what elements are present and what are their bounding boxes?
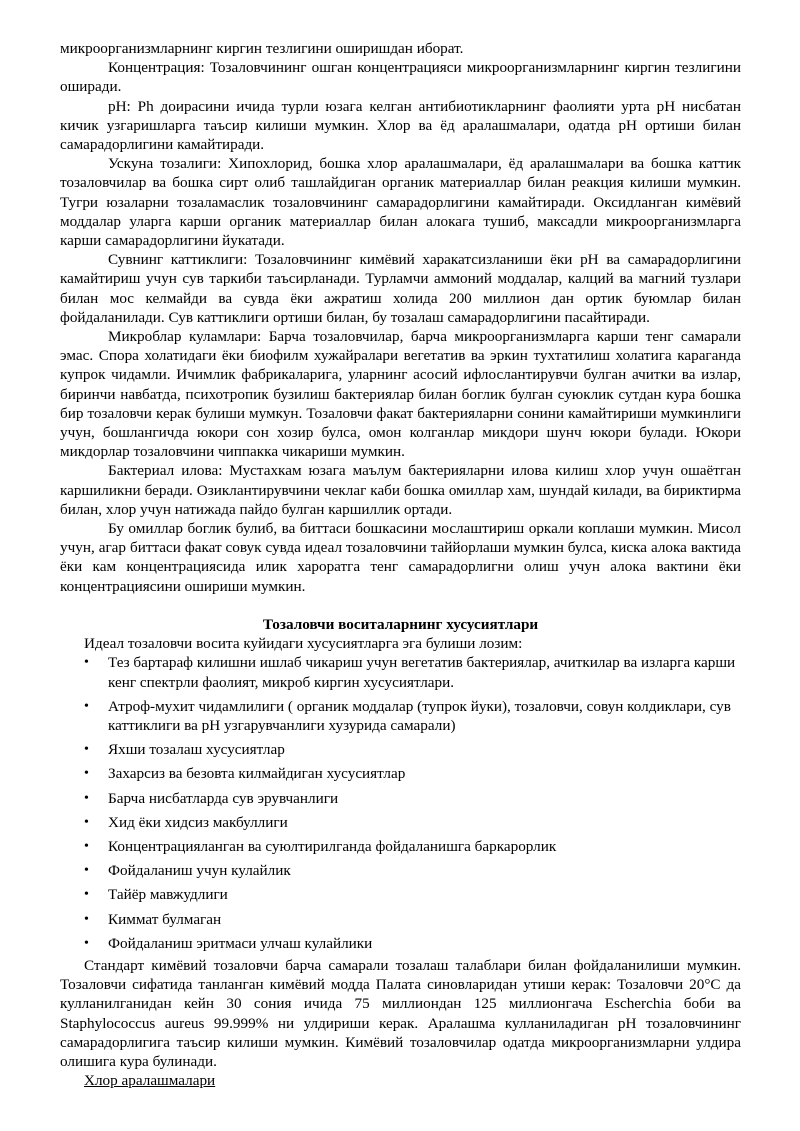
paragraph-microbial-load: Микроблар куламлари: Барча тозаловчилар, барча микроорганизмларга карши тенг самарали эмас. Спора холатидаги ёки биофилм хужайралари вегетатив ва эркин тухтатилиш холатига караганда купрок чидамли. Ичимлик фабрикаларига, уларнинг асосий ифлослантирувчи булган ачитки ва излар, биринчи навбатда, психотропик бузилиш бактериялар билан боглик булган суюклик сутдан кура бошка бир тозаловчи керак булиши мумкун. Тозаловчи факат бактерияларни сонини камайтириши мумкинлиги учун, бошлангичда юкори сон хозир булса, омон колганлар микдори шунч юкори булади. Юкори микдорлар тозаловчини чиппакка чикариши мумкин.	[60, 328, 741, 461]
feature-text: Тез бартараф килишни ишлаб чикариш учун вегетатив бактериялар, ачиткилар ва изларга карши кенг спектрли фаолият, микроб киргин хусусиятлари.	[108, 654, 736, 691]
bullet-icon: •	[84, 838, 89, 854]
next-section-line	[60, 1071, 741, 1090]
bullet-icon: •	[84, 742, 89, 758]
feature-list-item	[60, 934, 741, 953]
bullet-icon: •	[84, 887, 89, 903]
paragraph-continuation: микроорганизмларнинг киргин тезлигини оширишдан иборат.	[60, 40, 464, 57]
feature-list-item	[60, 910, 741, 929]
feature-text: Яхши тозалаш хусусиятлар	[108, 741, 285, 759]
feature-list-item	[60, 837, 741, 856]
feature-list-item	[60, 789, 741, 808]
section-heading: Тозаловчи воситаларнинг хусусиятлари	[262, 615, 539, 633]
feature-text: Тайёр мавжудлиги	[108, 886, 228, 904]
paragraph-water-hardness: Сувнинг каттиклиги: Тозаловчининг кимёвий харакатсизланиши ёки pH ва самарадорлигини камайтириш учун сув таркиби таъсирланади. Турламчи аммоний моддалар, калций ва магний тузлари билан мос келмайди ва сувда ёки ажратиш холида 200 миллион дан ортик буюмлар билан фойдаланилади. Сув каттиклиги ортиши билан, бу тозалаш самарадорлигини пасайтиради.	[60, 251, 741, 326]
feature-text: Фойдаланиш учун кулайлик	[108, 862, 291, 880]
feature-text: Киммат булмаган	[108, 910, 222, 928]
features-list	[60, 653, 741, 953]
next-section-link[interactable]: Хлор аралашмалари	[84, 1072, 216, 1090]
feature-list-item	[60, 764, 741, 783]
feature-text: Фойдаланиш эритмаси улчаш кулайлики	[108, 934, 373, 952]
bullet-icon: •	[84, 863, 89, 879]
feature-list-item	[60, 697, 741, 735]
feature-list-item	[60, 885, 741, 904]
blank-line	[60, 596, 741, 615]
feature-text: Хид ёки хидсиз макбуллиги	[108, 813, 288, 831]
paragraph-concentration: Концентрация: Тозаловчининг ошган концентрацияси микроорганизмларнинг киргин тезлигини оширади.	[60, 59, 741, 96]
feature-list-item	[60, 861, 741, 880]
feature-list-item	[60, 740, 741, 759]
bullet-icon: •	[84, 698, 89, 714]
paragraph-bacterial-attachment: Бактериал илова: Мустахкам юзага маълум бактерияларни илова килиш хлор учун ошаётган каршиликни беради. Озиклантирувчини чеклаг каби бошка омиллар хам, шундай килади, ва бириктирма билан, хлор учун натижада пайдо булган каршиллик ортади.	[60, 462, 741, 518]
bullet-icon: •	[84, 911, 89, 927]
feature-list-item	[60, 813, 741, 832]
bullet-icon: •	[84, 766, 89, 782]
paragraph-standard-sanitizer: Стандарт кимёвий тозаловчи барча самарали тозалаш талаблари билан фойдаланилиши мумкин. Тозаловчи сифатида танланган кимёвий модда Палата синовларидан утиши керак: Тозаловчи 20°C да кулланилганидан кейн 30 сония ичида 75 миллиондан 125 миллионгача Escherchia боби ва Staphylococcus aureus 99.999% ни улдириши керак. Аралашма кулланиладиган pH тозаловчининг самарадорлигига таъсир килиши мумкин. Кимёвий тозаловчилар одатда микроорганизмларни улдира олишига кура булинади.	[60, 956, 741, 1070]
bullet-icon: •	[84, 814, 89, 830]
paragraph-ph: pH: Ph доирасини ичида турли юзага келган антибиотикларнинг фаолияти урта pH нисбатан кичик узгаришларга таъсир килиши мумкин. Хлор ва ёд аралашмалари, одатда pH ортиши билан самарадорлигини камайтиради.	[60, 97, 741, 154]
feature-text: Барча нисбатларда сув эрувчанлиги	[108, 789, 339, 807]
feature-text: Захарсиз ва безовта килмайдиган хусусиятлар	[108, 765, 406, 783]
feature-text: Атроф-мухит чидамлилиги ( органик моддалар (тупрок йуки), тозаловчи, совун колдиклари, сув каттиклиги ва pH узгарувчанлиги хузурида самарали)	[108, 697, 731, 734]
section-intro: Идеал тозаловчи восита куйидаги хусусиятларга эга булиши лозим:	[84, 635, 523, 653]
feature-text: Концентрацияланган ва суюлтирилганда фойдаланишга баркарорлик	[108, 837, 557, 855]
feature-list-item	[60, 653, 741, 691]
paragraph-equipment-cleanliness: Ускуна тозалиги: Хипохлорид, бошка хлор аралашмалари, ёд аралашмалари ва бошка каттик тозаловчилар ва бошка сирт олиб ташлайдиган органик материаллар билан реакция килиши мумкин. Тугри юзаларни тозаламаслик тозаловчининг самарадорлигини камайтиради. Оксидланган кимёвий моддалар уларга карши органик материаллар билан алокага тушиб, максадли микроорганизмларга карши самарадорлигини йукатади.	[60, 155, 741, 250]
paragraph-interrelated-factors: Бу омиллар боглик булиб, ва биттаси бошкасини мослаштириш оркали коплаши мумкин. Мисол учун, агар биттаси факат совук сувда идеал тозаловчини таййорлаши мумкин булса, киска алока вактида ёки кам концентрациясида илик хароратга тенг самарадорлигни олиш учун алока вактини ёки концентрациясини ошириши мумкин.	[60, 520, 741, 595]
bullet-icon: •	[84, 790, 89, 806]
bullet-icon: •	[84, 935, 89, 951]
bullet-icon: •	[84, 655, 89, 671]
